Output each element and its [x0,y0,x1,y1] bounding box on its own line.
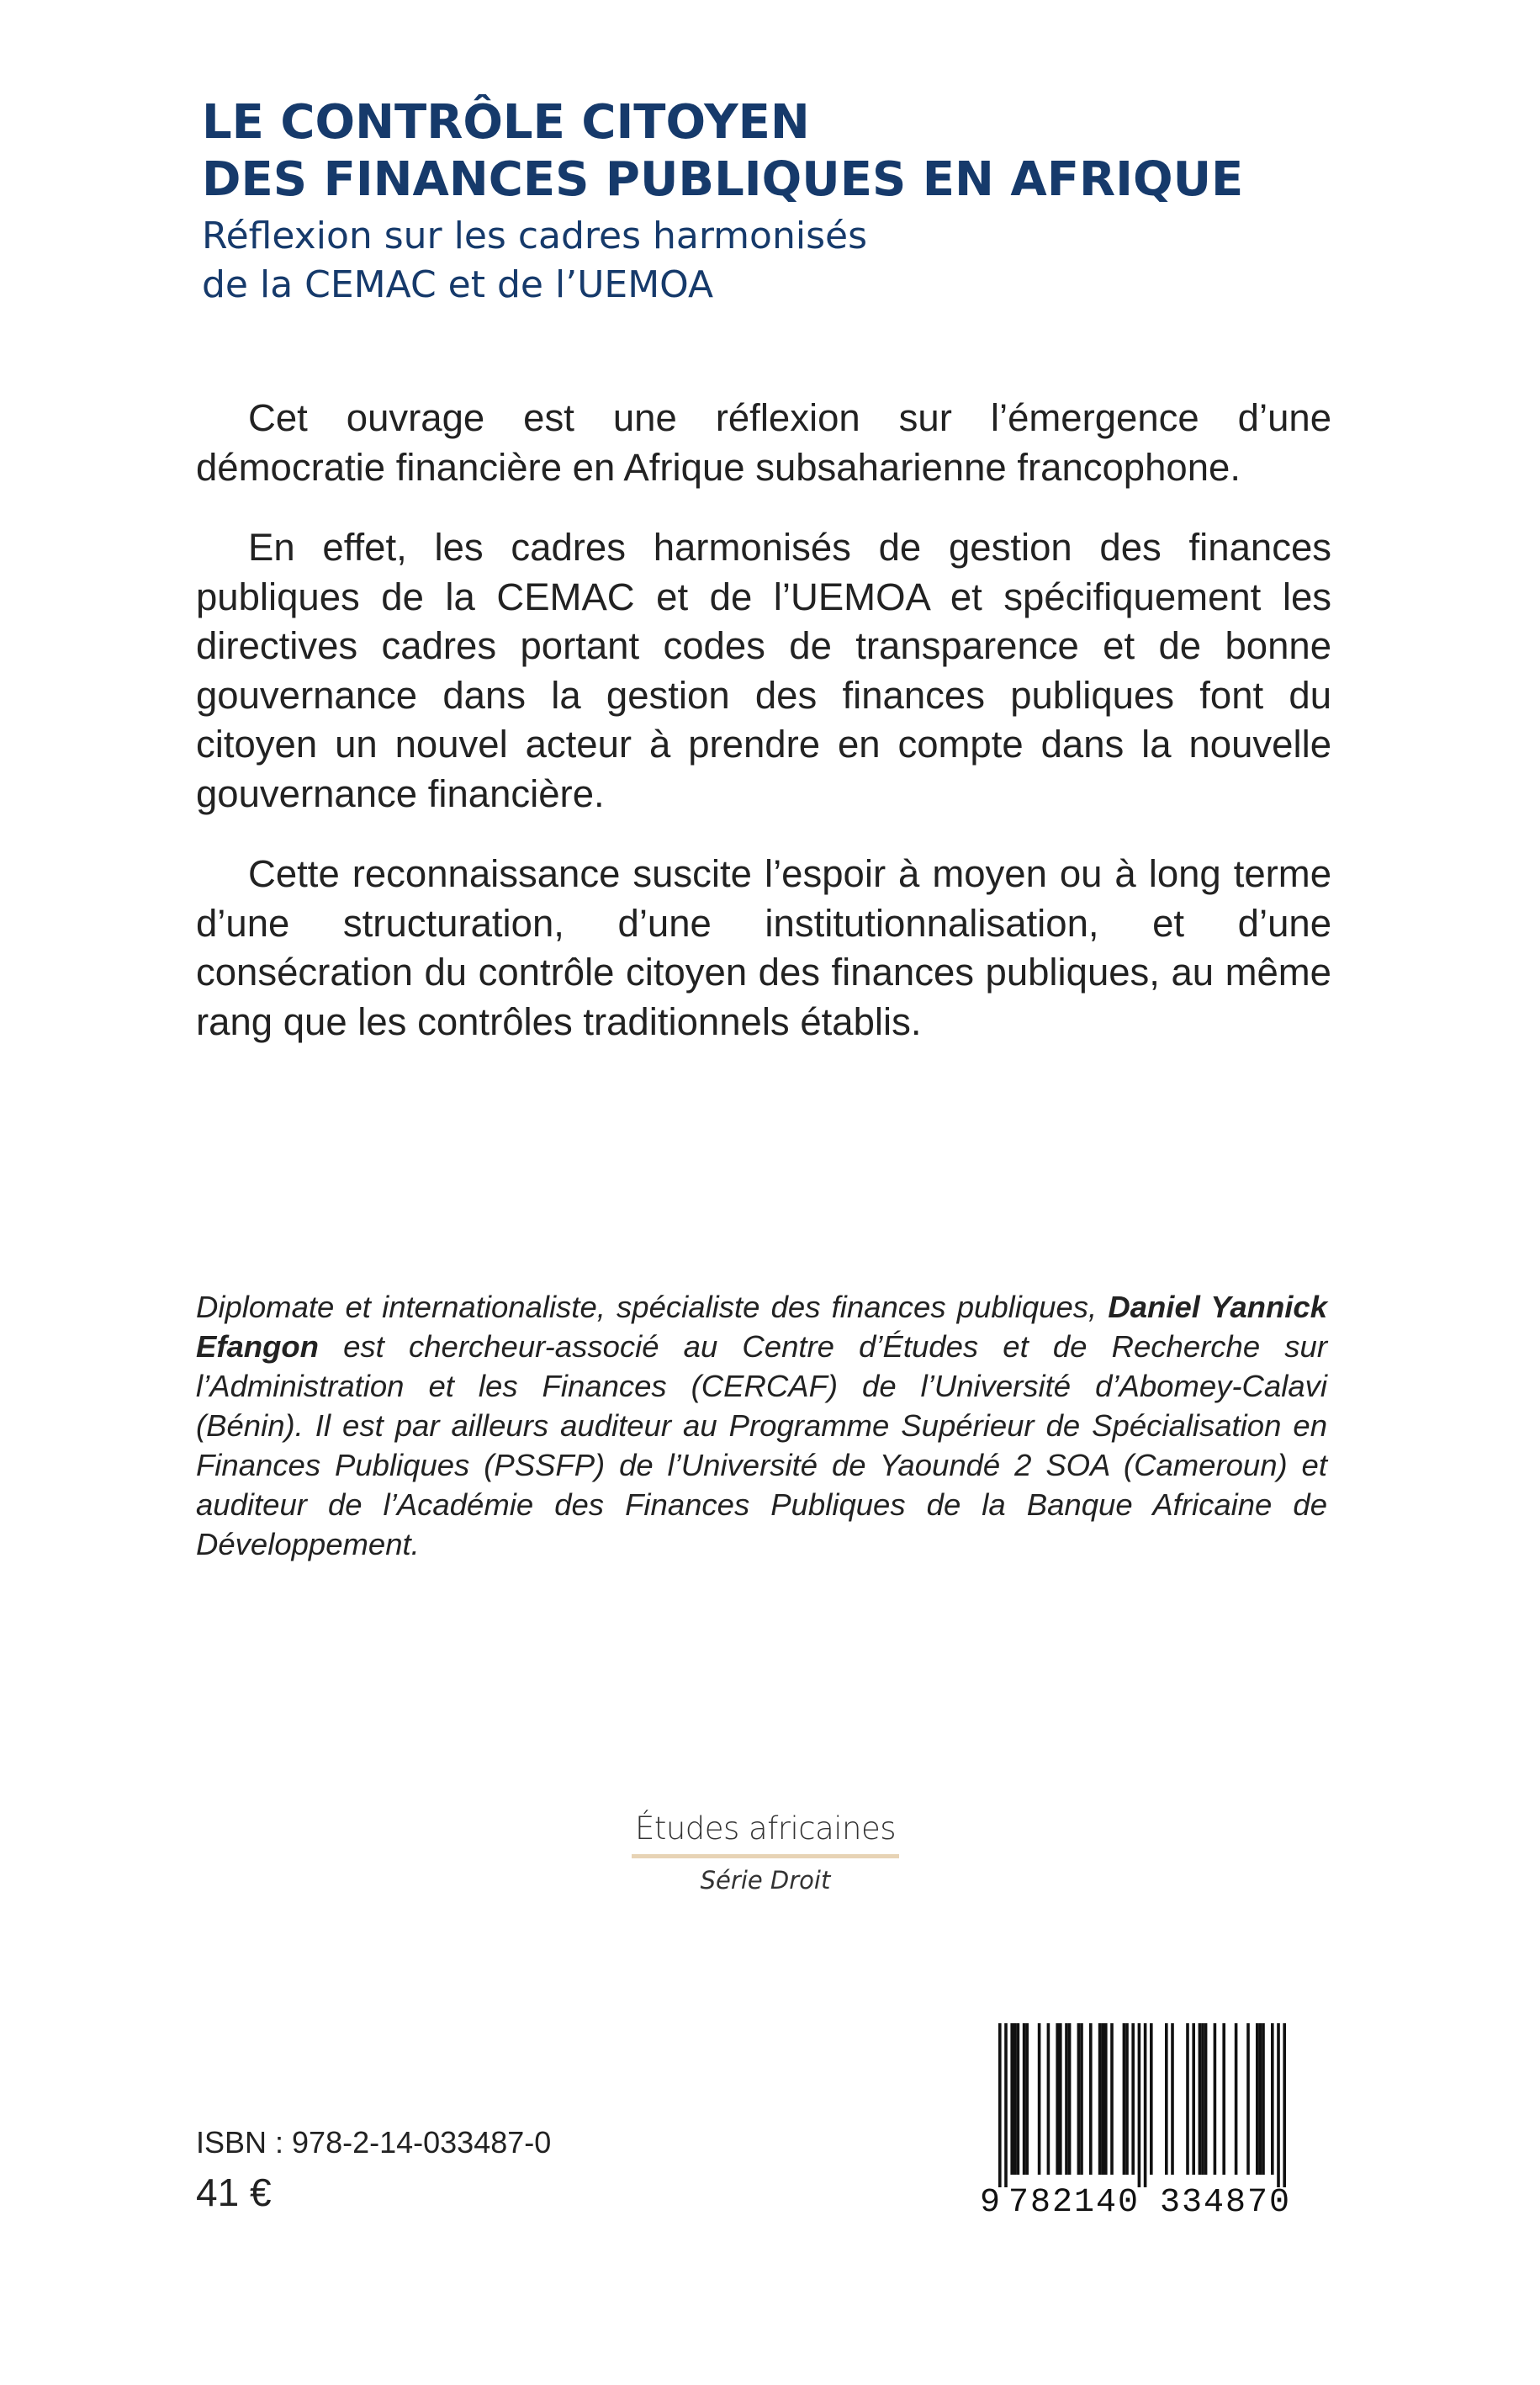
blurb-paragraph-2: En effet, les cadres harmonisés de gestion des finances publiques de la CEMAC et de l’UEMOA et spécifiquement les directives cadres portant codes de transparence et de bonne gouvernance dans la gestion des finances publiques font du citoyen un nouvel acteur à prendre en compte dans la nouvelle gouvernance financière. [196,526,1331,815]
barcode-left-digits: 782140 [1008,2184,1140,2222]
barcode-bar [1192,2023,1195,2175]
barcode-bar [1125,2023,1129,2175]
barcode-bar [1068,2023,1072,2175]
barcode-bar [1080,2023,1083,2175]
barcode-bar [1017,2023,1020,2175]
series-logo [631,1809,900,1897]
barcode-bar [1065,2023,1068,2175]
barcode-bar [1089,2023,1093,2175]
barcode-first-digit: 9 [980,2184,1001,2222]
barcode-bar [1025,2023,1029,2175]
barcode-bar [1235,2023,1238,2175]
barcode-bar [1010,2023,1013,2175]
book-title-line-2: DES FINANCES PUBLIQUES EN AFRIQUE [202,152,1244,207]
barcode-bar [1246,2023,1250,2175]
barcode-bar [1138,2023,1141,2187]
author-name: Daniel Yannick Efangon [196,1290,1328,1364]
barcode-bar [1259,2023,1262,2175]
series-name: Études africaines [634,1810,897,1847]
barcode-bars [980,2023,1326,2187]
book-subtitle-line-2: de la CEMAC et de l’UEMOA [202,263,714,306]
barcode-bar [1271,2023,1274,2175]
barcode-bar [1256,2023,1259,2175]
barcode-bar [1144,2023,1147,2187]
barcode-bar [1077,2023,1081,2175]
barcode-bar [1186,2023,1189,2175]
barcode-bar [1013,2023,1017,2175]
barcode-bar [1123,2023,1126,2175]
barcode-bar [1262,2023,1265,2175]
book-subtitle-line-1: Réflexion sur les cadres harmonisés [202,215,867,257]
barcode-bar [1101,2023,1104,2175]
barcode-bar [1214,2023,1217,2175]
barcode-bar [1204,2023,1208,2175]
barcode-bar [1059,2023,1062,2175]
barcode-bar [1171,2023,1174,2175]
series-subseries: Série Droit [700,1866,831,1895]
barcode-bar [1201,2023,1204,2175]
barcode-bar [1047,2023,1050,2175]
barcode-bar [1098,2023,1102,2175]
barcode-bar [1023,2023,1026,2175]
barcode-right-digits: 334870 [1160,2184,1292,2222]
barcode-bar [1150,2023,1153,2175]
barcode-bar [1110,2023,1114,2175]
barcode-bar [1056,2023,1059,2175]
isbn-label: ISBN : 978-2-14-033487-0 [196,2125,552,2160]
bio-text-after-name: est chercheur-associé au Centre d’Études et de Recherche sur l’Administration et les Finances (CERCAF) de l’Université d’Abomey-Calavi (Bénin). Il est par ailleurs auditeur au Programme Supérieur de Spécialisation en Finances Publiques (PSSFP) de l’Université de Yaoundé 2 SOA (Cameroun) et auditeur de l’Académie des Finances Publiques de la Banque Africaine de Développement. [196,1329,1327,1561]
bio-text-before-name: Diplomate et internationaliste, spécialiste des finances publiques, [196,1290,1109,1324]
blurb-paragraph-3: Cette reconnaissance suscite l’espoir à moyen ou à long terme d’une structuration, d’une institutionnalisation, et d’une consécration du contrôle citoyen des finances publiques, au même rang que les contrôles traditionnels établis. [196,852,1331,1043]
barcode-bar [1104,2023,1108,2175]
barcode-bar [1277,2023,1280,2187]
barcode-bar [1165,2023,1168,2175]
back-cover-blurb [196,394,1331,1078]
price-label: 41 € [196,2170,272,2214]
barcode-bar [1199,2023,1202,2175]
barcode-bar [1038,2023,1041,2175]
book-title-line-1: LE CONTRÔLE CITOYEN [202,95,810,150]
series-divider [632,1854,899,1858]
barcode-bar [998,2023,1002,2187]
author-biography [196,1287,1327,1564]
barcode-bar [1004,2023,1008,2187]
isbn-barcode [980,2023,1326,2225]
barcode-bar [1222,2023,1225,2175]
barcode-bar [1283,2023,1286,2187]
blurb-paragraph-1: Cet ouvrage est une réflexion sur l’émergence d’une démocratie financière en Afrique subsaharienne francophone. [196,396,1331,489]
barcode-bar [1131,2023,1135,2175]
cover-title-block [202,94,1379,310]
